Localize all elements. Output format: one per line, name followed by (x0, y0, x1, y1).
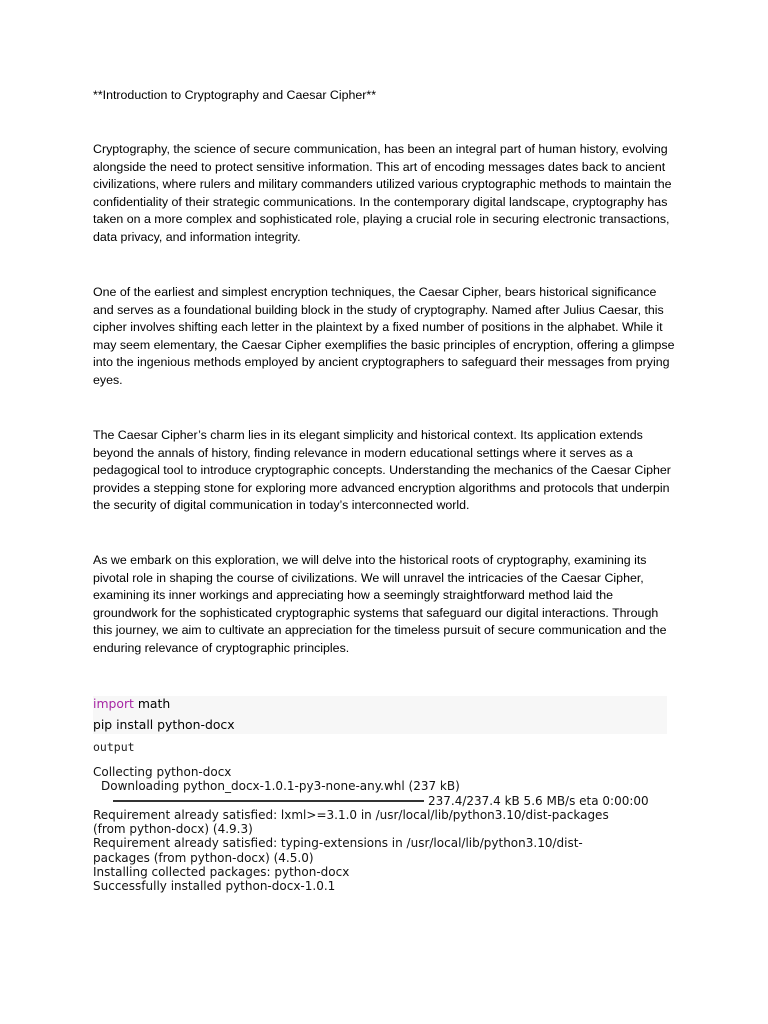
output-line-requirement-1-cont: (from python-docx) (4.9.3) (93, 822, 253, 837)
paragraph-caesar-charm: The Caesar Cipher’s charm lies in its elegant simplicity and historical context. Its application extends beyond the annals of history, finding relevance in modern educational settings where it serves as a pedagogical tool to introduce cryptographic concepts. Understanding the mechanics of the Caesar Cipher provides a stepping stone for exploring more advanced encryption algorithms and protocols that underpin the security of digital communication in today’s interconnected world. (93, 428, 671, 513)
download-progress-fill (113, 800, 424, 802)
output-line-installing: Installing collected packages: python-docx (93, 865, 350, 880)
output-line-requirement-2: Requirement already satisfied: typing-extensions in /usr/local/lib/python3.10/dist- (93, 836, 583, 851)
output-block (93, 765, 683, 894)
output-line-requirement-1: Requirement already satisfied: lxml>=3.1.0 in /usr/local/lib/python3.10/dist-packages (93, 807, 609, 822)
output-line-success: Successfully installed python-docx-1.0.1 (93, 879, 336, 894)
output-label: output (93, 740, 135, 754)
code-keyword: import (93, 696, 134, 711)
output-progress-row (93, 794, 683, 808)
code-block (93, 696, 667, 734)
code-line-import (93, 696, 667, 715)
download-progress-bar (113, 800, 424, 802)
paragraph-caesar-origin: One of the earliest and simplest encryption techniques, the Caesar Cipher, bears historical significance and serves as a foundational building block in the study of cryptography. Named after Julius Caesar, this cipher involves shifting each letter in the plaintext by a fixed number of positions in the alphabet. While it may seem elementary, the Caesar Cipher exemplifies the basic principles of encryption, offering a glimpse into the ingenious methods employed by ancient cryptographers to safeguard their messages from prying eyes. (93, 285, 675, 387)
paragraph-intro: Cryptography, the science of secure communication, has been an integral part of human history, evolving alongside the need to protect sensitive information. This art of encoding messages dates back to ancient civilizations, where rulers and military commanders utilized various cryptographic methods to maintain the confidentiality of their strategic communications. In the contemporary digital landscape, cryptography has taken on a more complex and sophisticated role, playing a crucial role in securing electronic transactions, data privacy, and information integrity. (93, 142, 672, 244)
output-line-requirement-2-cont: packages (from python-docx) (4.5.0) (93, 850, 314, 865)
document-title: **Introduction to Cryptography and Caesar Cipher** (93, 88, 377, 102)
download-progress-text: 237.4/237.4 kB 5.6 MB/s eta 0:00:00 (428, 793, 649, 808)
code-module: math (133, 696, 171, 711)
output-line-collecting: Collecting python-docx (93, 765, 232, 779)
output-line-downloading: Downloading python_docx-1.0.1-py3-none-any.whl (237 kB) (101, 779, 460, 794)
paragraph-exploration: As we embark on this exploration, we will delve into the historical roots of cryptography, examining its pivotal role in shaping the course of civilizations. We will unravel the intricacies of the Caesar Cipher, examining its inner workings and appreciating how a seemingly straightforward method laid the groundwork for the sophisticated cryptographic systems that safeguard our digital interactions. Through this journey, we aim to cultivate an appreciation for the timeless pursuit of secure communication and the enduring relevance of cryptographic principles. (93, 553, 667, 655)
code-line-pip: pip install python-docx (93, 717, 235, 732)
